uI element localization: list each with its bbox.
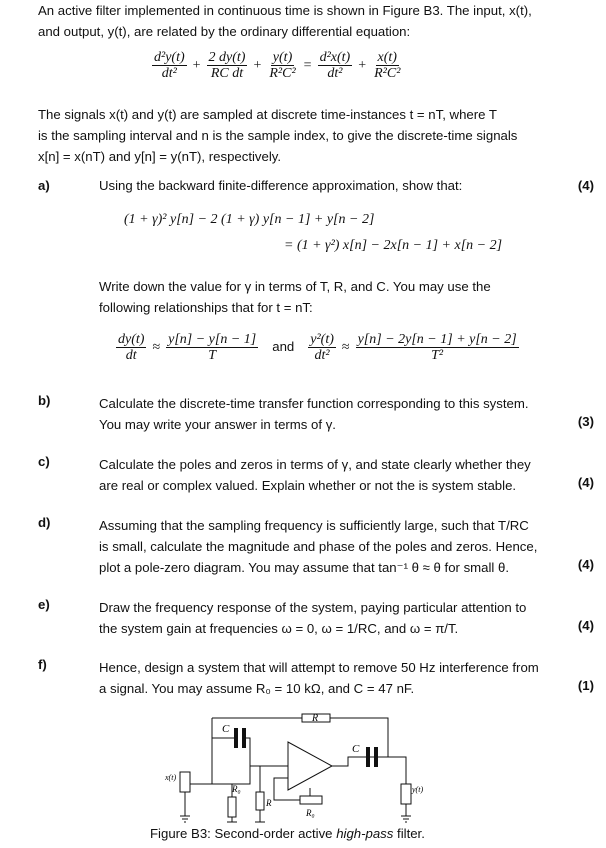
approx-2-rhs: $\frac{y[n] - 2y[n - 1] + y[n - 2]}{\text{T²}}$ (357, 332, 517, 363)
part-c-marks: (4) (577, 475, 594, 490)
part-f-line-2: a signal. You may assume R₀ = 10 kΩ, and C = 47 nF. (99, 681, 415, 696)
part-c-line-1: Calculate the poles and zeros in terms of γ, and state clearly whether they (99, 457, 531, 472)
part-d-marks: (4) (577, 557, 594, 572)
caption-prefix: Figure B3: Second-order active (150, 826, 337, 841)
approx-2-lhs: $\frac{\text{y²(t)}}{\text{dt²}}$ (310, 332, 334, 363)
ode-rhs-2: $\frac{x(t)}{\text{R²C²}}$ (374, 50, 401, 81)
op-amp (288, 742, 332, 790)
ode-term-2: $\frac{2 dy(t)}{\text{RC dt}}$ (208, 50, 246, 81)
part-a-label: a) (38, 178, 50, 193)
figure-caption (150, 826, 425, 841)
capacitor-c-left (234, 728, 246, 748)
intro-line-1: An active filter implemented in continuous time is shown in Figure B3. The input, x(t), (38, 3, 532, 18)
part-a-equation-line-2: = (1 + γ²) x[n] − 2x[n − 1] + x[n − 2] (284, 238, 503, 253)
caption-suffix: filter. (393, 826, 425, 841)
part-e-marks: (4) (577, 618, 594, 633)
resistor-r-mid (256, 792, 264, 810)
part-d-line-2: is small, calculate the magnitude and phase of the poles and zeros. Hence, (99, 539, 538, 554)
part-b-text (99, 393, 559, 435)
approx-1-lhs: $\frac{dy(t)}{dt}$ (118, 332, 145, 363)
label-r0-bottom: R₀ (306, 808, 315, 818)
ode-equation: $\frac{\text{d²y(t)}}{\text{dt²}}$ + $\frac{2 dy(t)}{\text{RC dt}}$ + $\frac{y(t)}{\text{R²C²}}$ = $\frac{\text{d²x(t)}}{\text{dt²}}$ + $\frac{x(t)}{\text{R²C²}}$ (154, 50, 401, 81)
input-wire (190, 766, 288, 784)
sampling-line-2: is the sampling interval and n is the sample index, to give the discrete-time signals (38, 128, 518, 143)
intro-line-2: and output, y(t), are related by the ordinary differential equation: (38, 24, 411, 39)
part-a-marks: (4) (577, 178, 594, 193)
ode-term-1: $\frac{\text{d²y(t)}}{\text{dt²}}$ (154, 50, 185, 81)
part-d-text (99, 515, 569, 578)
ode-term-3: $\frac{y(t)}{\text{R²C²}}$ (269, 50, 296, 81)
intro-paragraph (38, 0, 598, 42)
part-a-approximations: $\frac{dy(t)}{dt}$ ≈ $\frac{y[n] - y[n - 1]}{T}$ and $\frac{\text{y²(t)}}{\text{dt²}}$ ≈ $\frac{y[n] - 2y[n - 1] + y[n - 2]}{\text{T²}}$ (118, 332, 517, 363)
ode-rhs-1: $\frac{\text{d²x(t)}}{\text{dt²}}$ (319, 50, 351, 81)
part-f-text (99, 657, 569, 699)
caption-emphasis: high-pass (336, 826, 394, 841)
part-f-label: f) (38, 657, 47, 672)
part-b-marks: (3) (577, 414, 594, 429)
part-f-marks: (1) (577, 678, 594, 693)
part-a-write-line-1: Write down the value for γ in terms of T, R, and C. You may use the (99, 279, 491, 294)
sampling-paragraph (38, 104, 598, 167)
part-e-line-2: the system gain at frequencies ω = 0, ω = 1/RC, and ω = π/T. (99, 621, 459, 636)
output-terminal (401, 784, 411, 804)
label-r-mid: R (266, 798, 272, 808)
label-c-left: C (222, 723, 230, 735)
part-b-line-1: Calculate the discrete-time transfer function corresponding to this system. (99, 396, 529, 411)
part-f-line-1: Hence, design a system that will attempt to remove 50 Hz interference from (99, 660, 539, 675)
part-b-label: b) (38, 393, 51, 408)
label-xt: x(t) (165, 773, 177, 782)
part-c-label: c) (38, 454, 50, 469)
part-a-write-line-2: following relationships that for t = nT: (99, 300, 313, 315)
input-terminal (180, 772, 190, 792)
part-d-line-1: Assuming that the sampling frequency is sufficiently large, such that T/RC (99, 518, 529, 533)
part-c-text (99, 454, 559, 496)
sampling-line-1: The signals x(t) and y(t) are sampled at discrete time-instances t = nT, where T (38, 107, 497, 122)
circuit-diagram (160, 712, 430, 824)
resistor-r0-bottom (300, 796, 322, 804)
label-yt: y(t) (412, 785, 424, 794)
part-e-line-1: Draw the frequency response of the system, paying particular attention to (99, 600, 527, 615)
part-b-line-2: You may write your answer in terms of γ. (99, 417, 336, 432)
part-e-text (99, 597, 569, 639)
part-e-label: e) (38, 597, 50, 612)
part-d-label: d) (38, 515, 51, 530)
part-a-equation-line-1: (1 + γ)² y[n] − 2 (1 + γ) y[n − 1] + y[n − 2] (124, 212, 375, 227)
label-c-right: C (352, 743, 360, 755)
sampling-line-3: x[n] = x(nT) and y[n] = y(nT), respectively. (38, 149, 282, 164)
label-r0-left: R₀ (232, 784, 241, 794)
part-d-line-3: plot a pole-zero diagram. You may assume that tan⁻¹ θ ≈ θ for small θ. (99, 560, 510, 575)
part-a-write-paragraph (99, 276, 559, 318)
part-a-text: Using the backward finite-difference approximation, show that: (99, 178, 463, 193)
approx-1-rhs: $\frac{y[n] - y[n - 1]}{T}$ (168, 332, 257, 363)
and-word: and (272, 338, 295, 354)
part-c-line-2: are real or complex valued. Explain whether or not the is system stable. (99, 478, 517, 493)
resistor-r0-left (228, 797, 236, 817)
label-r-top: R (312, 713, 319, 724)
